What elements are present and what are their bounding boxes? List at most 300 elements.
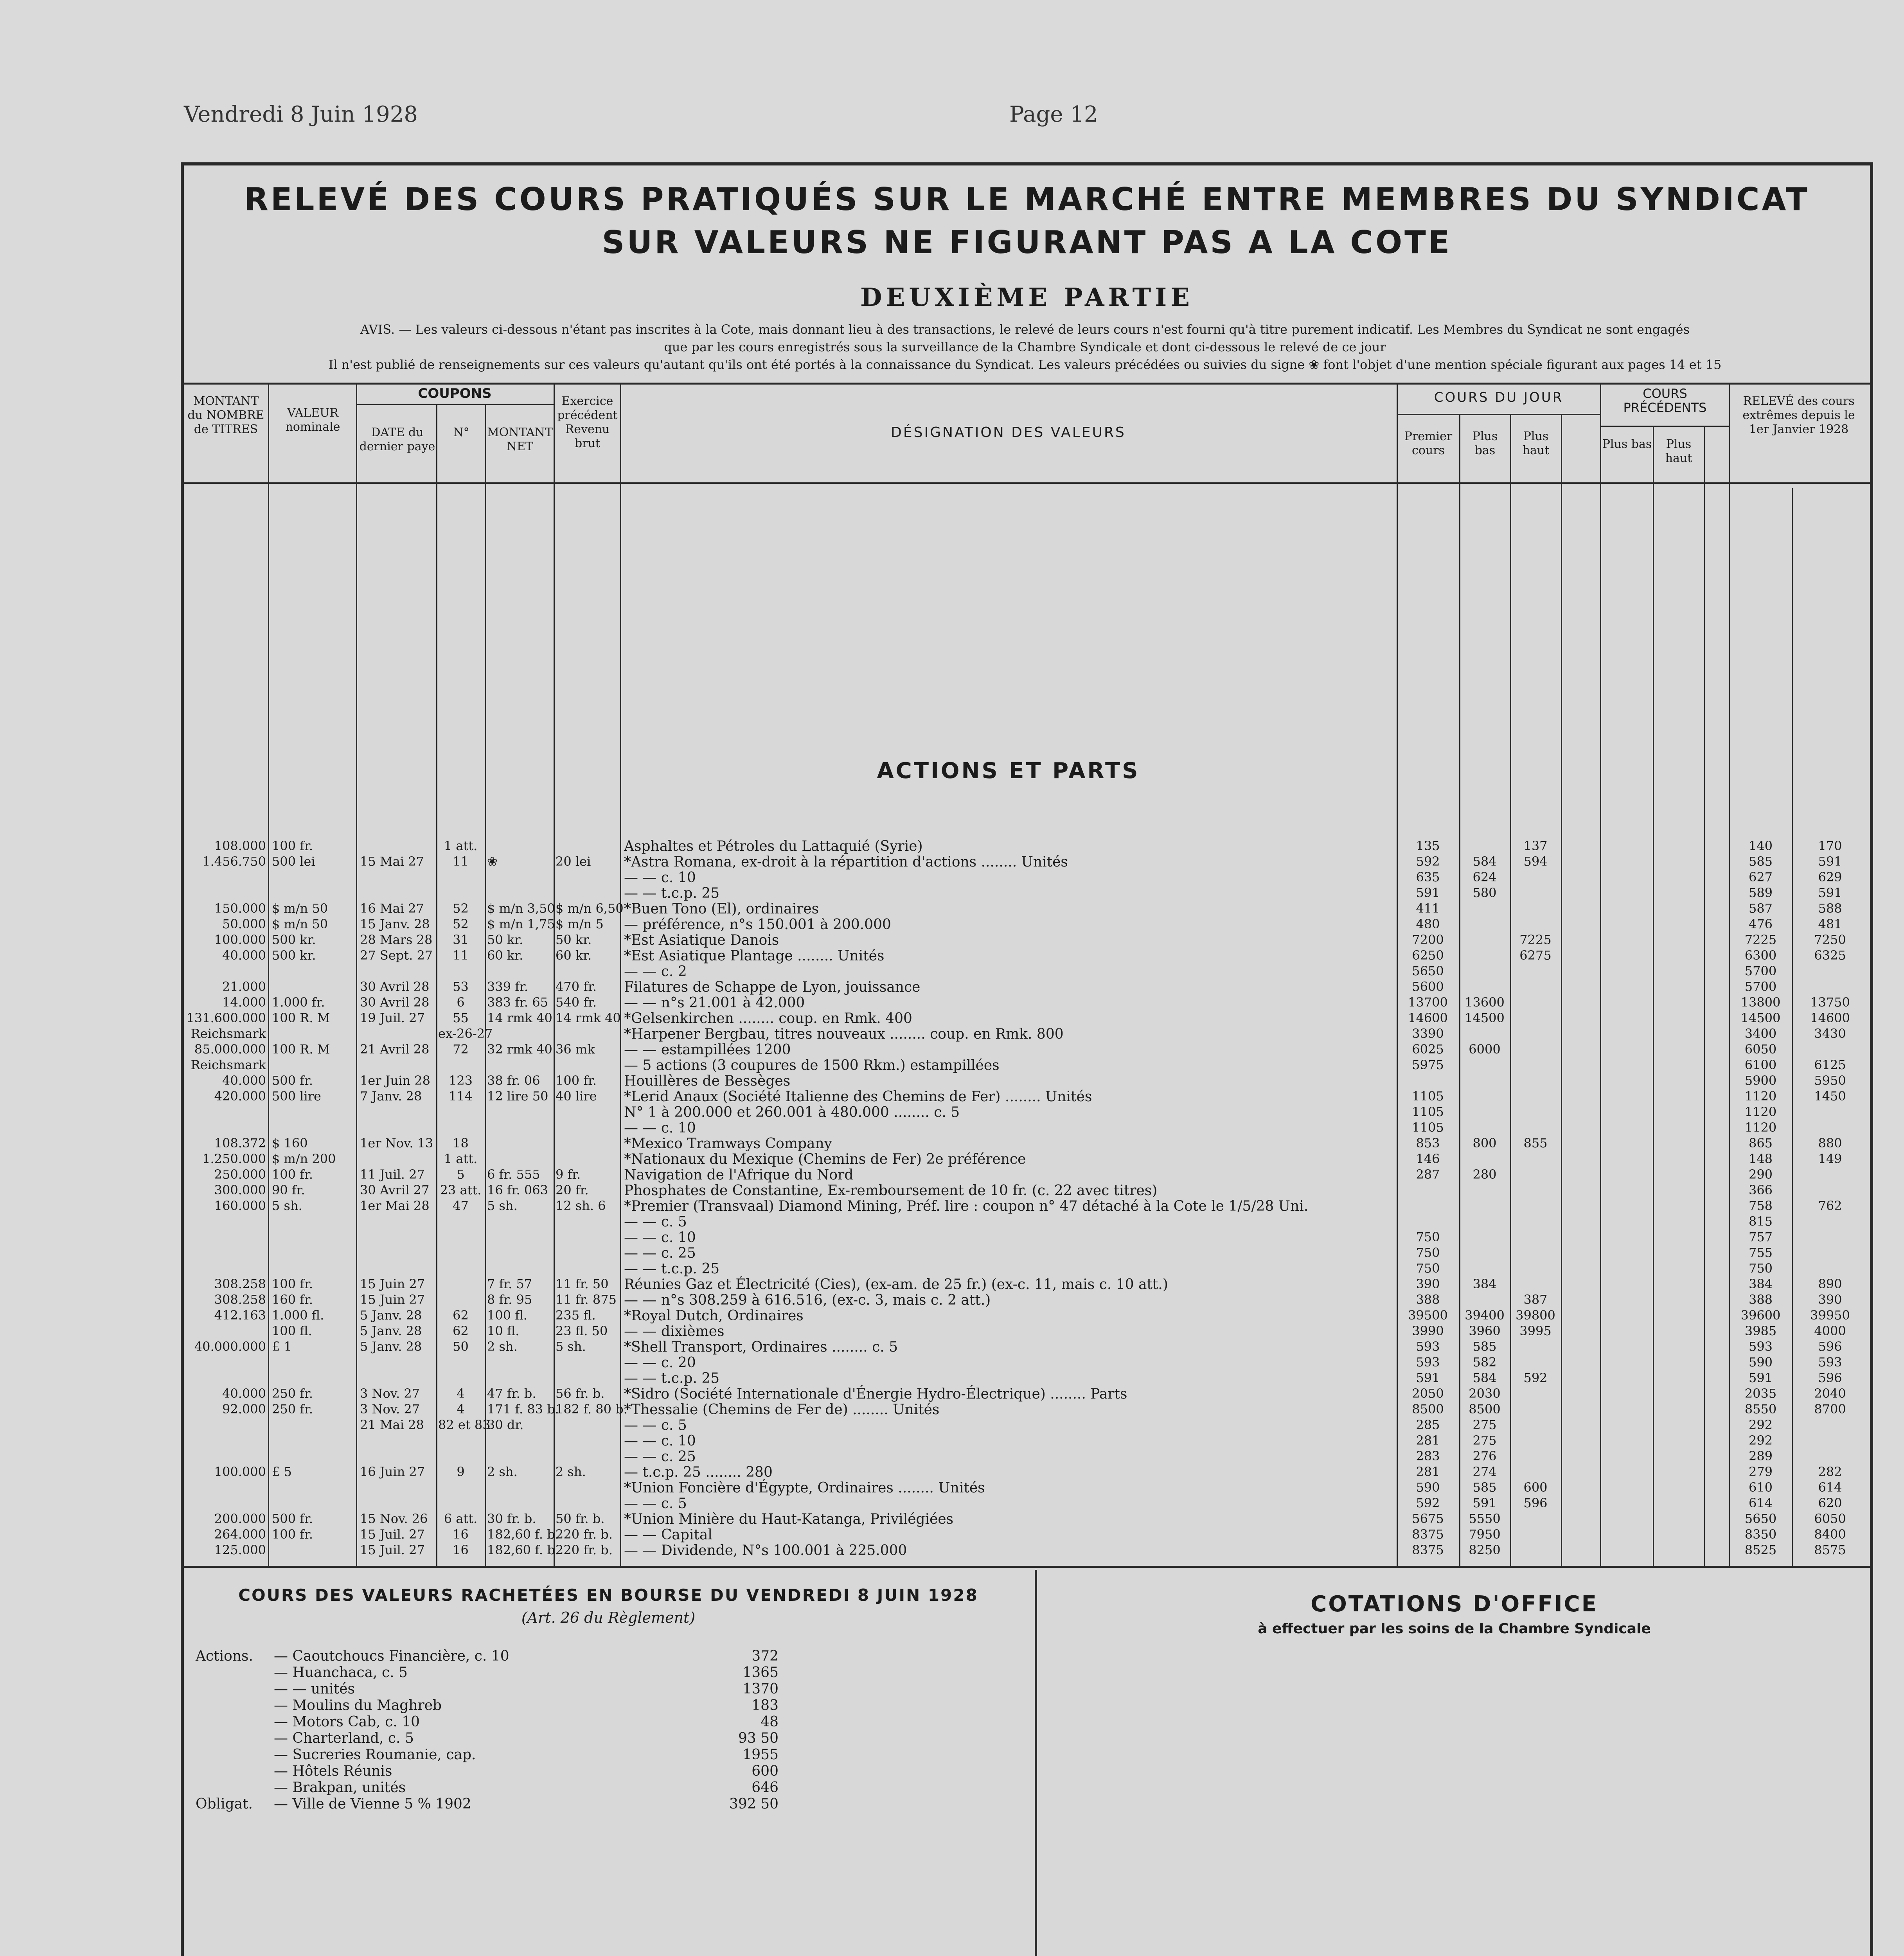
main-quotes-table [184,383,1870,1568]
cell-r1: 627 [1748,870,1773,885]
cell-h: 600 [1523,1480,1548,1495]
cell-p: 8375 [1412,1527,1444,1542]
cell-mn: 100 fl. [487,1308,527,1323]
cell-p: 146 [1416,1151,1440,1166]
cell-v: 100 fr. [272,838,313,853]
cell-n: 62 [453,1308,469,1323]
cell-e: 20 lei [556,854,591,869]
item-name: — Motors Cab, c. 10 [274,1714,420,1730]
cell-r2: 614 [1818,1480,1842,1495]
cell-r1: 39600 [1740,1308,1781,1323]
cell-mn: 2 sh. [487,1464,518,1479]
cell-e: 36 mk [556,1042,595,1057]
table-row [184,1527,1870,1543]
cell-v: $ m/n 200 [272,1151,336,1166]
cell-mn: 7 fr. 57 [487,1276,532,1291]
cell-p: 39500 [1408,1308,1448,1323]
cell-n: 114 [448,1089,473,1104]
cell-r1: 815 [1748,1214,1773,1229]
cell-h: 6275 [1519,948,1552,963]
cell-mn: $ m/n 1,75 [487,917,555,931]
cell-r1: 290 [1748,1167,1773,1182]
cell-r2: 390 [1818,1292,1842,1307]
cell-e: 40 lire [556,1089,597,1104]
cell-r2: 6125 [1814,1057,1846,1072]
cell-r1: 590 [1748,1355,1773,1370]
cell-p: 1105 [1412,1120,1444,1135]
cell-m: 420.000 [214,1089,266,1104]
cotations-title: COTATIONS D'OFFICE [1311,1591,1598,1617]
cell-n: 47 [453,1198,469,1213]
cell-n: 62 [453,1323,469,1338]
table-row [184,1151,1870,1167]
cell-des: — — c. 10 [624,1120,696,1136]
cell-m: 21.000 [222,979,266,994]
cell-r1: 476 [1748,917,1773,931]
cell-e: 182 f. 80 b. [556,1402,627,1417]
cell-mn: 12 lire 50 [487,1089,548,1104]
cell-p: 593 [1416,1339,1440,1354]
list-item [196,1697,782,1714]
section-actions-et-parts: ACTIONS ET PARTS [877,758,1140,784]
cell-p: 590 [1416,1480,1440,1495]
cell-p: 14600 [1408,1010,1448,1025]
cell-p: 5650 [1412,964,1444,978]
list-item [196,1763,782,1780]
header-designation: DÉSIGNATION DES VALEURS [891,424,1126,440]
cell-n: 9 [457,1464,465,1479]
cell-v: $ m/n 50 [272,917,328,931]
cell-r1: 589 [1748,885,1773,900]
table-row [184,1292,1870,1308]
cell-d: 16 Mai 27 [360,901,424,916]
cell-n: 4 [457,1402,465,1417]
cell-e: 540 fr. [556,995,597,1010]
table-row [184,1355,1870,1371]
main-frame [181,162,1873,1956]
cell-h: 596 [1523,1496,1548,1510]
cell-e: $ m/n 6,50 [556,901,624,916]
cell-v: 100 fl. [272,1323,312,1338]
cell-n: 4 [457,1386,465,1401]
list-item [196,1747,782,1763]
page-title-line2: SUR VALEURS NE FIGURANT PAS A LA COTE [602,224,1452,261]
cell-r1: 2035 [1744,1386,1777,1401]
cell-p: 8375 [1412,1543,1444,1557]
table-row [184,1402,1870,1418]
list-item [196,1714,782,1730]
cell-p: 750 [1416,1230,1440,1244]
cell-b: 274 [1472,1464,1497,1479]
item-value: 646 [752,1780,779,1796]
cell-h: 387 [1523,1292,1548,1307]
cell-des: — — c. 20 [624,1355,696,1371]
cell-e: 12 sh. 6 [556,1198,606,1213]
cell-r2: 591 [1818,854,1842,869]
table-row [184,1480,1870,1496]
list-item [196,1648,782,1665]
cell-m: 125.000 [214,1543,266,1557]
cell-e: 220 fr. b. [556,1527,613,1542]
cell-m: 300.000 [214,1183,266,1197]
cell-r1: 6300 [1744,948,1777,963]
cell-v: 500 kr. [272,932,316,947]
item-category: Actions. [196,1648,253,1664]
cell-r2: 880 [1818,1136,1842,1151]
cell-e: 100 fr. [556,1073,597,1088]
cell-v: 160 fr. [272,1292,313,1307]
notice-line1: AVIS. — Les valeurs ci-dessous n'étant pas inscrites à la Cote, mais donnant lieu à des transactions, le relevé de leurs cours n'est fourni qu'à titre purement indicatif. Les Membres du Syndicat ne sont engagés [360,322,1690,337]
cell-b: 3960 [1469,1323,1501,1338]
table-row [184,1026,1870,1042]
cell-r1: 366 [1748,1183,1773,1197]
cell-r1: 292 [1748,1417,1773,1432]
cell-des: *Est Asiatique Plantage ........ Unités [624,948,885,964]
cell-r2: 13750 [1810,995,1850,1010]
cell-des: — — c. 5 [624,1417,687,1433]
cell-m: 108.000 [214,838,266,853]
cell-des: Phosphates de Constantine, Ex-remboursement de 10 fr. (c. 22 avec titres) [624,1183,1158,1199]
cell-des: Houillères de Bessèges [624,1073,791,1089]
cell-des: — — Capital [624,1527,712,1543]
cell-h: 39800 [1516,1308,1555,1323]
cell-n: 5 [457,1167,465,1182]
cell-mn: 182,60 f. b. [487,1527,559,1542]
cell-r2: 3430 [1814,1026,1846,1041]
table-row [184,1417,1870,1433]
table-row [184,1433,1870,1449]
cell-d: 15 Janv. 28 [360,917,430,931]
cell-mn: 60 kr. [487,948,523,963]
table-row [184,1120,1870,1136]
cell-b: 8500 [1469,1402,1501,1417]
item-value: 1955 [743,1747,779,1763]
cell-r2: 2040 [1814,1386,1846,1401]
cell-p: 390 [1416,1276,1440,1291]
cell-b: 275 [1472,1433,1497,1448]
cell-v: $ 160 [272,1136,308,1151]
cell-b: 276 [1472,1449,1497,1463]
cell-d: 30 Avril 27 [360,1183,430,1197]
cell-des: *Sidro (Société Internationale d'Énergie Hydro-Électrique) ........ Parts [624,1386,1127,1402]
cell-d: 11 Juil. 27 [360,1167,425,1182]
cell-d: 3 Nov. 27 [360,1386,420,1401]
cell-d: 15 Juin 27 [360,1276,425,1291]
header-releve: RELEVÉ des cours extrêmes depuis le 1er Janvier 1928 [1742,394,1855,436]
cell-b: 5550 [1469,1511,1501,1526]
cell-m: 40.000 [222,1386,266,1401]
cell-p: 7200 [1412,932,1444,947]
cell-v: 90 fr. [272,1183,305,1197]
table-row [184,1042,1870,1058]
cell-des: — — dixièmes [624,1323,725,1339]
cell-e: $ m/n 5 [556,917,604,931]
item-name: — — unités [274,1681,355,1697]
cell-des: — — c. 25 [624,1449,696,1465]
cell-des: — 5 actions (3 coupures de 1500 Rkm.) estampillées [624,1057,1000,1073]
cell-d: 30 Avril 28 [360,995,430,1010]
cell-b: 14500 [1465,1010,1505,1025]
cell-r1: 585 [1748,854,1773,869]
cell-r1: 5900 [1744,1073,1777,1088]
cell-v: 250 fr. [272,1402,313,1417]
cell-v: 500 lei [272,854,315,869]
cell-mn: 30 fr. b. [487,1511,536,1526]
cell-r1: 13800 [1740,995,1781,1010]
cell-des: — — c. 10 [624,1230,696,1246]
header-valeur: VALEUR nominale [285,406,340,434]
cell-m: 308.258 [214,1276,266,1291]
table-row [184,1136,1870,1152]
table-row [184,1543,1870,1559]
cell-h: 137 [1523,838,1548,853]
cell-b: 7950 [1469,1527,1501,1542]
cell-p: 635 [1416,870,1440,885]
cell-h: 3995 [1519,1323,1552,1338]
table-row [184,1104,1870,1120]
cell-p: 2050 [1412,1386,1444,1401]
header-cours-du-jour: COURS DU JOUR [1434,390,1564,405]
cell-b: 591 [1472,1496,1497,1510]
cell-b: 585 [1472,1339,1497,1354]
cell-e: 235 fl. [556,1308,596,1323]
cell-mn: 30 dr. [487,1417,524,1432]
notice-line3: Il n'est publié de renseignements sur ces valeurs qu'autant qu'ils ont été portés à la connaissance du Syndicat. Les valeurs précédées ou suivies du signe ❀ font l'objet d'une mention spéciale figurant aux pages 14 et 15 [328,357,1722,372]
cell-d: 1er Mai 28 [360,1198,430,1213]
cell-b: 280 [1472,1167,1497,1182]
cell-v: 5 sh. [272,1198,302,1213]
cell-p: 285 [1416,1417,1440,1432]
cell-des: Navigation de l'Afrique du Nord [624,1167,854,1183]
cell-des: *Premier (Transvaal) Diamond Mining, Préf. lire : coupon n° 47 détaché à la Cote le 1/5/28 Uni. [624,1198,1309,1214]
cell-d: 15 Juil. 27 [360,1543,425,1557]
cell-d: 28 Mars 28 [360,932,433,947]
cell-n: 72 [453,1042,469,1057]
cell-r1: 1120 [1744,1089,1777,1104]
table-row [184,1511,1870,1527]
cell-v: $ m/n 50 [272,901,328,916]
cell-e: 56 fr. b. [556,1386,605,1401]
cell-des: — t.c.p. 25 ........ 280 [624,1464,773,1480]
cell-h: 855 [1523,1136,1548,1151]
cell-r1: 289 [1748,1449,1773,1463]
cell-m: 160.000 [214,1198,266,1213]
cell-b: 580 [1472,885,1497,900]
cell-r2: 890 [1818,1276,1842,1291]
cell-des: — — t.c.p. 25 [624,885,720,901]
list-item [196,1665,782,1681]
cell-r2: 1450 [1814,1089,1846,1104]
cell-m: 150.000 [214,901,266,916]
cell-r1: 610 [1748,1480,1773,1495]
cell-v: 100 R. M [272,1042,330,1057]
cell-des: *Lerid Anaux (Société Italienne des Chemins de Fer) ........ Unités [624,1089,1092,1105]
cell-r1: 3985 [1744,1323,1777,1338]
header-prec-plus-haut: Plus haut [1665,437,1692,465]
item-value: 600 [752,1763,779,1779]
cell-n: ex-26-27 [438,1026,493,1041]
cell-b: 585 [1472,1480,1497,1495]
cell-m: 40.000 [222,948,266,963]
cell-v: 500 fr. [272,1073,313,1088]
cell-mn: ❀ [487,854,498,869]
cell-d: 16 Juin 27 [360,1464,425,1479]
cell-p: 388 [1416,1292,1440,1307]
page-title-line1: RELEVÉ DES COURS PRATIQUÉS SUR LE MARCHÉ ENTRE MEMBRES DU SYNDICAT [244,181,1810,218]
cell-e: 11 fr. 50 [556,1276,609,1291]
cell-n: 52 [453,917,469,931]
item-name: — Sucreries Roumanie, cap. [274,1747,476,1763]
cell-mn: 8 fr. 95 [487,1292,532,1307]
cell-r2: 593 [1818,1355,1842,1370]
cell-des: *Gelsenkirchen ........ coup. en Rmk. 400 [624,1010,912,1027]
cell-des: *Shell Transport, Ordinaires ........ c. 5 [624,1339,898,1355]
cell-r1: 5700 [1744,964,1777,978]
header-montant: MONTANT du NOMBRE de TITRES [187,394,264,436]
cell-v: 500 fr. [272,1511,313,1526]
cell-r1: 1120 [1744,1120,1777,1135]
cell-e: 50 kr. [556,932,592,947]
cell-r2: 39950 [1810,1308,1850,1323]
cell-e: 220 fr. b. [556,1543,613,1557]
cell-n: 52 [453,901,469,916]
cell-p: 281 [1416,1464,1440,1479]
list-item [196,1780,782,1796]
table-row [184,1464,1870,1480]
notice-line2: que par les cours enregistrés sous la surveillance de la Chambre Syndicale et dont ci-dessous le relevé de ce jour [664,340,1386,354]
cell-e: 2 sh. [556,1464,586,1479]
table-row [184,964,1870,980]
table-row [184,838,1870,854]
cell-des: — — c. 5 [624,1214,687,1230]
cell-m: 412.163 [214,1308,266,1323]
table-row [184,979,1870,995]
cell-r1: 6050 [1744,1042,1777,1057]
cell-b: 8250 [1469,1543,1501,1557]
cell-v: 100 fr. [272,1167,313,1182]
cell-n: 16 [453,1543,469,1557]
part-heading: DEUXIÈME PARTIE [860,283,1194,312]
cell-r1: 865 [1748,1136,1773,1151]
table-row [184,901,1870,917]
cell-n: 50 [453,1339,469,1354]
cell-r2: 762 [1818,1198,1842,1213]
cell-m: 92.000 [222,1402,266,1417]
cell-mn: 5 sh. [487,1198,518,1213]
cell-r2: 591 [1818,885,1842,900]
cell-d: 27 Sept. 27 [360,948,433,963]
cell-mn: 32 rmk 40 [487,1042,552,1057]
cell-d: 5 Janv. 28 [360,1323,422,1338]
cell-n: 23 att. [440,1183,482,1197]
cell-n: 31 [453,932,469,947]
cell-v: £ 1 [272,1339,292,1354]
table-row [184,1073,1870,1089]
item-name: — Ville de Vienne 5 % 1902 [274,1796,471,1812]
cell-e: 14 rmk 40 [556,1010,621,1025]
item-name: — Caoutchoucs Financière, c. 10 [274,1648,509,1664]
cell-p: 5600 [1412,979,1444,994]
cell-m: 108.372 [214,1136,266,1151]
table-row [184,1198,1870,1214]
cell-p: 5975 [1412,1057,1444,1072]
cell-p: 3990 [1412,1323,1444,1338]
cell-b: 582 [1472,1355,1497,1370]
cell-r1: 140 [1748,838,1773,853]
item-value: 93 50 [738,1730,779,1746]
cell-p: 287 [1416,1167,1440,1182]
header-exercice: Exercice précédent Revenu brut [557,394,618,450]
cell-h: 592 [1523,1370,1548,1385]
cell-d: 30 Avril 28 [360,979,430,994]
cell-mn: 182,60 f. b. [487,1543,559,1557]
cell-d: 7 Janv. 28 [360,1089,422,1104]
cell-d: 19 Juil. 27 [360,1010,425,1025]
cell-e: 9 fr. [556,1167,581,1182]
cell-mn: 16 fr. 063 [487,1183,548,1197]
cell-m: 14.000 [222,995,266,1010]
rachetees-list [196,1648,782,1812]
cell-des: — — t.c.p. 25 [624,1370,720,1386]
cell-p: 6250 [1412,948,1444,963]
cell-des: — — c. 2 [624,964,687,980]
cell-m: 1.456.750 [202,854,266,869]
cell-mn: 38 fr. 06 [487,1073,540,1088]
cell-e: 11 fr. 875 [556,1292,617,1307]
cell-v: 100 fr. [272,1276,313,1291]
cell-r2: 149 [1818,1151,1842,1166]
cell-m: 250.000 [214,1167,266,1182]
cell-d: 15 Mai 27 [360,854,424,869]
cell-n: 6 [457,995,465,1010]
table-row [184,1323,1870,1339]
cell-mn: 50 kr. [487,932,523,947]
header-plus-bas: Plus bas [1472,430,1498,457]
cell-b: 800 [1472,1136,1497,1151]
cell-b: 6000 [1469,1042,1501,1057]
cell-m: Reichsmark [191,1057,266,1072]
cell-n: 82 et 83 [438,1417,491,1432]
table-row [184,885,1870,901]
cell-d: 15 Juin 27 [360,1292,425,1307]
header-coupons: COUPONS [418,386,492,401]
cell-des: N° 1 à 200.000 et 260.001 à 480.000 ........ c. 5 [624,1104,960,1120]
cell-m: 100.000 [214,932,266,947]
cell-m: 40.000 [222,1073,266,1088]
table-row [184,1386,1870,1402]
cell-d: 15 Juil. 27 [360,1527,425,1542]
cell-p: 283 [1416,1449,1440,1463]
table-row [184,1449,1870,1465]
cell-r1: 1120 [1744,1104,1777,1119]
cell-des: — — Dividende, N°s 100.001 à 225.000 [624,1543,907,1559]
cell-r2: 596 [1818,1339,1842,1354]
table-row [184,995,1870,1011]
table-row [184,1370,1870,1386]
cell-r2: 620 [1818,1496,1842,1510]
cell-v: 100 R. M [272,1010,330,1025]
header-premier: Premier cours [1404,430,1453,457]
cell-d: 3 Nov. 27 [360,1402,420,1417]
table-row [184,1496,1870,1512]
cell-d: 1er Nov. 13 [360,1136,433,1151]
rachetees-panel [184,1570,1033,1956]
cell-n: 1 att. [444,838,478,853]
cell-des: *Mexico Tramways Company [624,1136,832,1152]
cell-p: 411 [1416,901,1440,916]
cell-r1: 5700 [1744,979,1777,994]
item-value: 372 [752,1648,779,1664]
